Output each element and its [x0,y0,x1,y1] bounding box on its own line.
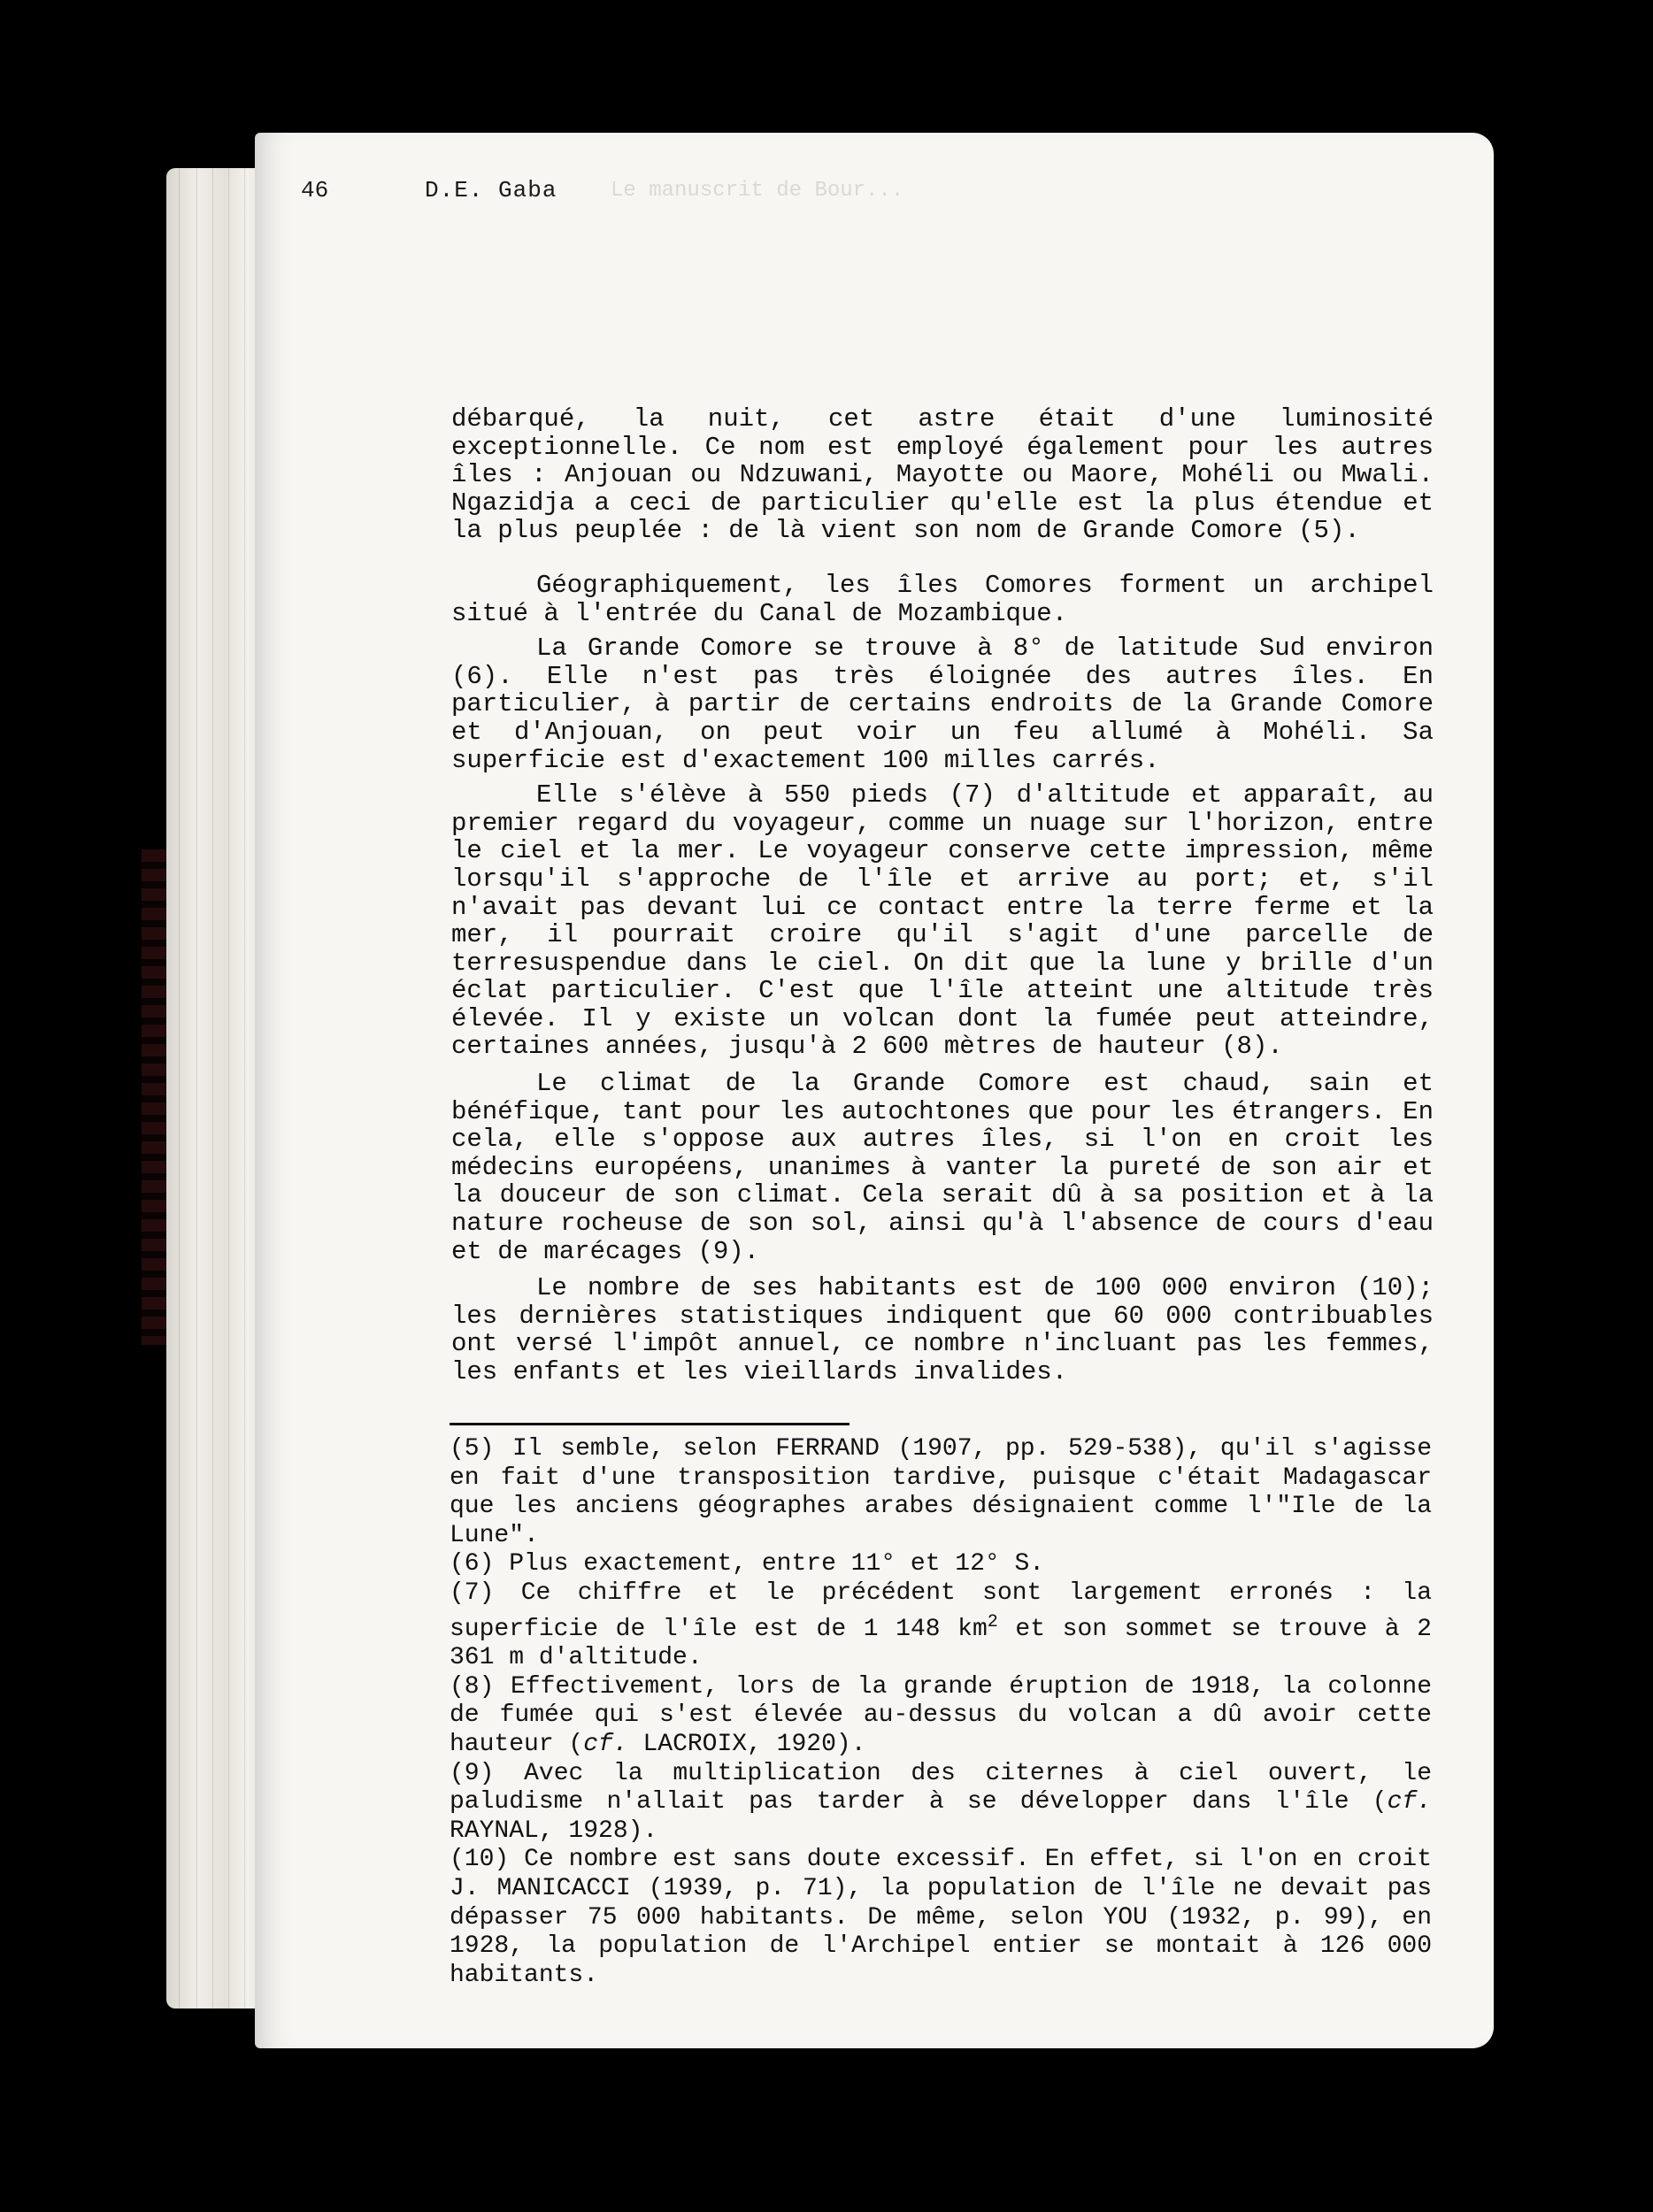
footnote [450,1579,1432,1673]
footnote-text: (8) Effectivement, lors de la grande éruption de 1918, la colonne de fumée qui s'est élevée au-dessus du volcan a dû avoir cette hauteur ( [450,1672,1432,1758]
footnote-text: (9) Avec la multiplication des citernes à ciel ouvert, le paludisme n'allait pas tarder à se développer dans l'île ( [450,1759,1432,1816]
footnote [450,1760,1432,1847]
footnotes [450,1435,1432,1990]
footnote: (10) Ce nombre est sans doute excessif. En effet, si l'on en croit J. MANICACCI (1939, p. 71), la population de l'île ne devait pas dépasser 75 000 habitants. De même, selon YOU (1932, p. 99), en 1928, la population de l'Archipel entier se montait à 126 000 habitants. [450,1846,1432,1989]
footnote-text: RAYNAL, 1928). [450,1816,658,1845]
paragraph: La Grande Comore se trouve à 8° de latitude Sud environ (6). Elle n'est pas très éloignée des autres îles. En particulier, à partir de certains endroits de la Grande Comore et d'Anjouan, on peut voir un feu allumé à Mohéli. Sa superficie est d'exactement 100 milles carrés. [451,634,1434,775]
footnote [450,1673,1432,1760]
footnote: (6) Plus exactement, entre 11° et 12° S. [450,1550,1045,1578]
footnote: (5) Il semble, selon FERRAND (1907, pp. 529-538), qu'il s'agisse en fait d'une transposition tardive, puisque c'était Madagascar que les anciens géographes arabes désignaient comme l'"Ile de la Lune". [450,1435,1432,1549]
running-head: D.E. Gaba [425,177,557,204]
footnote-text: LACROIX, 1920). [627,1730,866,1758]
paragraph: Géographiquement, les îles Comores forment un archipel situé à l'entrée du Canal de Mozambique. [451,570,1434,628]
superscript: 2 [987,1611,998,1632]
page-number: 46 [301,177,329,204]
bleed-through-text: Le manuscrit de Bour... [611,179,904,203]
paragraph: Le climat de la Grande Comore est chaud, sain et bénéfique, tant pour les autochtones que pour les étrangers. En cela, elle s'oppose aux autres îles, si l'on en croit les médecins européens, unanimes à vanter la pureté de son air et la douceur de son climat. Cela serait dû à sa position et à la nature rocheuse de son sol, ainsi qu'à l'absence de cours d'eau et de marécages (9). [451,1069,1434,1266]
footnote-rule [450,1423,850,1425]
paragraph: débarqué, la nuit, cet astre était d'une luminosité exceptionnelle. Ce nom est employé également pour les autres îles : Anjouan ou Ndzuwani, Mayotte ou Maore, Mohéli ou Mwali. Ngazidja a ceci de particulier qu'elle est la plus étendue et la plus peuplée : de là vient son nom de Grande Comore (5). [451,404,1434,546]
paragraph: Elle s'élève à 550 pieds (7) d'altitude et apparaît, au premier regard du voyageur, comme un nuage sur l'horizon, entre le ciel et la mer. Le voyageur conserve cette impression, même lorsqu'il s'approche de l'île et arrive au port; et, s'il n'avait pas devant lui ce contact entre la terre ferme et la mer, il pourrait croire qu'il s'agit d'une parcelle de terresuspendue dans le ciel. On dit que la lune y brille d'un éclat particulier. C'est que l'île atteint une altitude très élevée. Il y existe un volcan dont la fumée peut atteindre, certaines années, jusqu'à 2 600 mètres de hauteur (8). [451,780,1434,1062]
spine-stamp [142,849,166,1345]
page-header [301,177,1469,221]
cf-italic: cf. [1387,1788,1432,1816]
paragraph: Le nombre de ses habitants est de 100 000 environ (10); les dernières statistiques indiquent que 60 000 contribuables ont versé l'impôt annuel, ce nombre n'incluant pas les femmes, les enfants et les vieillards invalides. [451,1273,1434,1386]
footnote-text: (7) Ce chiffre et le précédent sont largement erronés : la superficie de l'île est de 1 148 km [450,1578,1432,1643]
main-text [451,405,1434,1386]
cf-italic: cf. [583,1730,628,1758]
footnote-text: et son sommet se trouve à 2 361 m d'altitude. [450,1615,1432,1672]
